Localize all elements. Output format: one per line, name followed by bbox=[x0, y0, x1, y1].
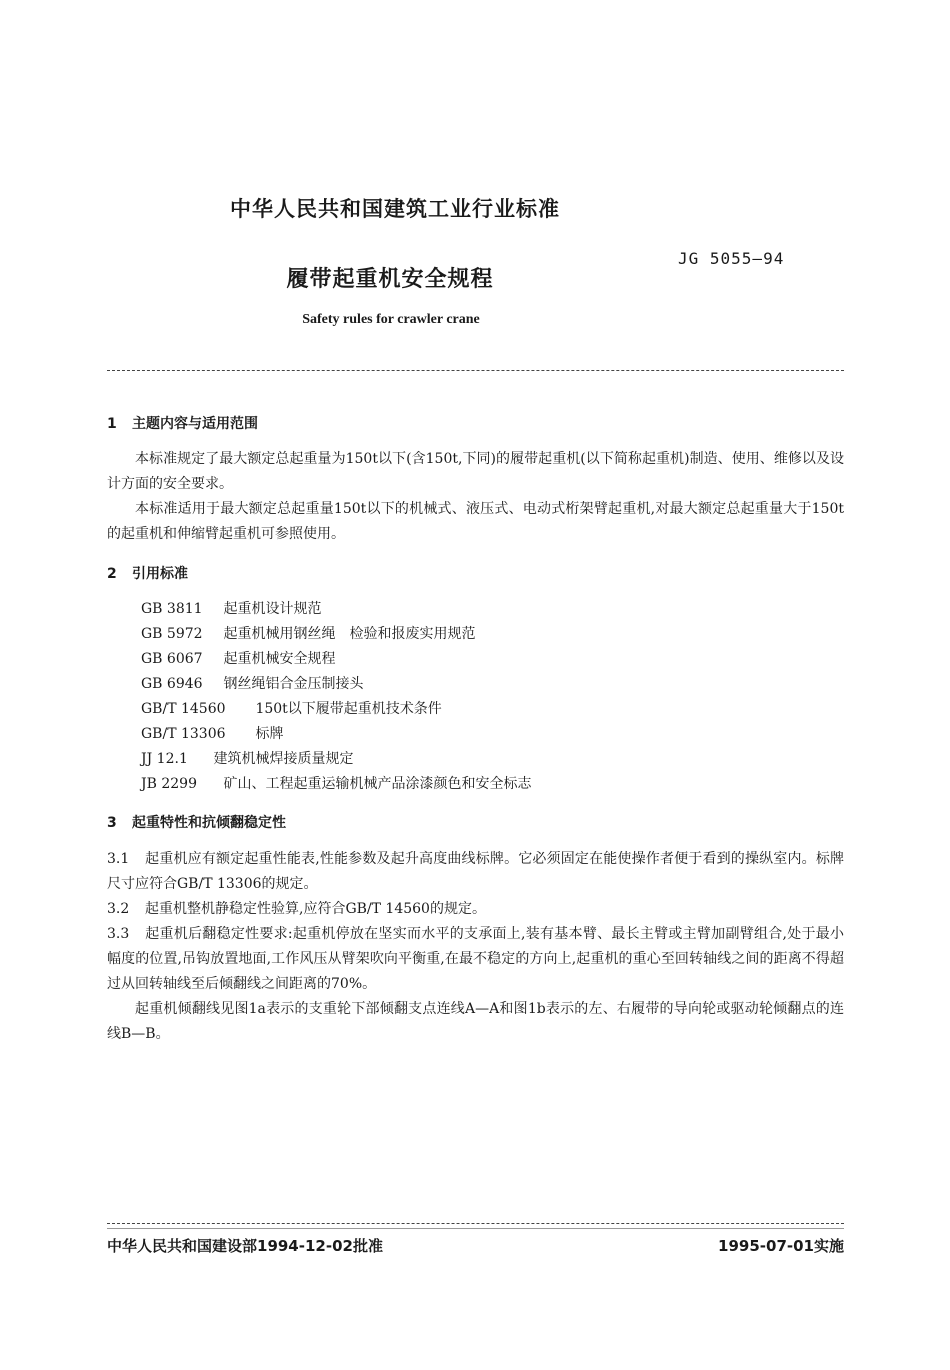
section-1-paragraph-2: 本标准适用于最大额定总起重量150t以下的机械式、液压式、电动式桁架臂起重机,对最大额定总起重量大于150t的起重机和伸缩臂起重机可参照使用。 bbox=[107, 501, 844, 542]
issuer-title: 中华人民共和国建筑工业行业标准 bbox=[230, 197, 560, 221]
reference-code: JJ 12.1 bbox=[141, 751, 188, 767]
reference-title: 起重机械用钢丝绳 检验和报废实用规范 bbox=[223, 626, 476, 642]
clause-label: 3.2 bbox=[107, 901, 130, 917]
clause-text: 起重机后翻稳定性要求:起重机停放在坚实而水平的支承面上,装有基本臂、最长主臂或主臂加副臂组合,处于最小幅度的位置,吊钩放置地面,工作风压从臂架吹向平衡重,在最不稳定的方向上,起重机的重心至回转轴线之间的距离不得超过从回转轴线至后倾翻线之间距离的70%。 bbox=[107, 926, 844, 992]
reference-code: GB 6067 bbox=[141, 651, 203, 667]
document-title: 履带起重机安全规程 bbox=[286, 267, 494, 292]
reference-code: GB/T 13306 bbox=[141, 726, 226, 742]
section-1-number: 1 bbox=[107, 416, 117, 432]
effective-date: 1995-07-01实施 bbox=[718, 1237, 844, 1255]
reference-item bbox=[141, 748, 353, 768]
footer-divider-secondary bbox=[107, 1228, 844, 1229]
section-2-heading bbox=[107, 563, 188, 583]
reference-item bbox=[141, 773, 531, 793]
clause-3-3 bbox=[107, 922, 844, 997]
reference-code: GB 6946 bbox=[141, 676, 203, 692]
clause-label: 3.1 bbox=[107, 851, 130, 867]
clause-text: 起重机应有额定起重性能表,性能参数及起升高度曲线标牌。它必须固定在能使操作者便于看到的操纵室内。标牌尺寸应符合GB/T 13306的规定。 bbox=[107, 851, 844, 892]
clause-text: 起重机整机静稳定性验算,应符合GB/T 14560的规定。 bbox=[145, 901, 486, 917]
footer-divider bbox=[107, 1223, 844, 1224]
document-subtitle-english: Safety rules for crawler crane bbox=[302, 312, 480, 327]
section-1-heading bbox=[107, 413, 258, 433]
reference-title: 矿山、工程起重运输机械产品涂漆颜色和安全标志 bbox=[223, 776, 532, 792]
reference-code: JB 2299 bbox=[141, 776, 197, 792]
section-1-title: 主题内容与适用范围 bbox=[132, 416, 258, 432]
clause-label: 3.3 bbox=[107, 926, 130, 942]
section-2-title: 引用标准 bbox=[132, 566, 188, 582]
reference-item bbox=[141, 723, 283, 743]
reference-title: 钢丝绳铝合金压制接头 bbox=[223, 676, 364, 692]
clause-3-3-paragraph-2: 起重机倾翻线见图1a表示的支重轮下部倾翻支点连线A—A和图1b表示的左、右履带的导向轮或驱动轮倾翻点的连线B—B。 bbox=[107, 1001, 844, 1042]
reference-item bbox=[141, 623, 475, 643]
header-divider bbox=[107, 370, 844, 371]
reference-item bbox=[141, 648, 335, 668]
section-3-number: 3 bbox=[107, 815, 117, 831]
reference-code: GB 5972 bbox=[141, 626, 203, 642]
reference-item bbox=[141, 598, 321, 618]
approval-date: 中华人民共和国建设部1994-12-02批准 bbox=[107, 1237, 383, 1255]
reference-title: 标牌 bbox=[255, 726, 284, 742]
reference-title: 150t以下履带起重机技术条件 bbox=[255, 701, 442, 717]
section-3-heading bbox=[107, 812, 286, 832]
standard-number: JG 5055—94 bbox=[678, 249, 785, 268]
clause-3-1 bbox=[107, 847, 844, 897]
section-1-paragraph-1: 本标准规定了最大额定总起重量为150t以下(含150t,下同)的履带起重机(以下简称起重机)制造、使用、维修以及设计方面的安全要求。 bbox=[107, 451, 844, 492]
reference-title: 起重机械安全规程 bbox=[223, 651, 336, 667]
section-3-title: 起重特性和抗倾翻稳定性 bbox=[132, 815, 286, 831]
reference-code: GB 3811 bbox=[141, 601, 203, 617]
clause-3-2 bbox=[107, 897, 844, 922]
reference-title: 起重机设计规范 bbox=[223, 601, 322, 617]
reference-title: 建筑机械焊接质量规定 bbox=[213, 751, 354, 767]
reference-item bbox=[141, 698, 442, 718]
reference-code: GB/T 14560 bbox=[141, 701, 226, 717]
reference-item bbox=[141, 673, 363, 693]
section-2-number: 2 bbox=[107, 566, 117, 582]
